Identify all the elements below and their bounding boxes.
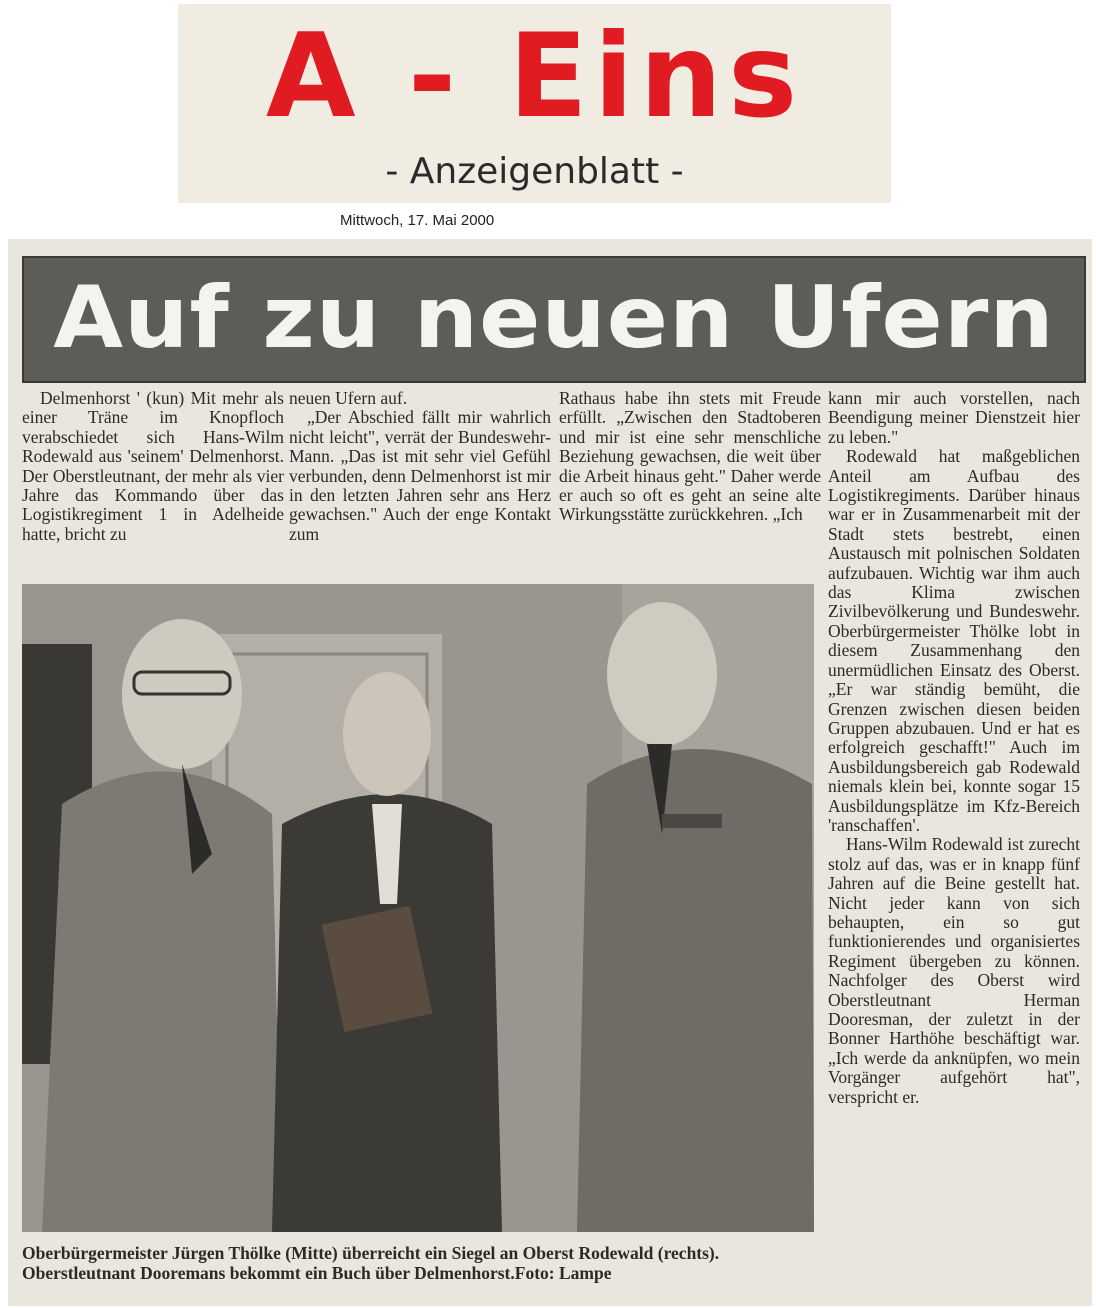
- article-photo: [22, 584, 814, 1232]
- photo-caption: Oberbürgermeister Jürgen Thölke (Mitte) überreicht ein Siegel an Oberst Rodewald (rechts). Oberstleutnant Dooremans bekommt ein Buch über Delmenhorst.Foto: Lampe: [22, 1243, 720, 1283]
- paragraph: „Der Abschied fällt mir wahrlich nicht leicht", verrät der Bundeswehr-Mann. „Das ist mit sehr viel Gefühl verbunden, denn Delmenhorst ist mir in den letzten Jahren sehr ans Herz gewachsen." Auch der enge Kontakt zum: [289, 407, 551, 544]
- paragraph: Rodewald hat maßgeblichen Anteil am Aufbau des Logistikregiments. Darüber hinaus war er in Zusammenarbeit mit der Stadt stets bestrebt, einen Austausch mit polnischen Soldaten aufzubauen. Wichtig war ihm auch das Klima zwischen Zivilbevölkerung und Bundeswehr. Oberbürgermeister Thölke lobt in diesem Zusammenhang den unermüdlichen Einsatz des Oberst. „Er war ständig bemüht, die Grenzen zwischen diesen beiden Gruppen abzubauen. Und er hat es erfolgreich geschafft!" Auch im Ausbildungsbereich gab Rodewald niemals klein bei, konnte sogar 15 Ausbildungsplätze im Kfz-Bereich 'ranschaffen'.: [828, 446, 1080, 835]
- paragraph: Hans-Wilm Rodewald ist zurecht stolz auf das, was er in knapp fünf Jahren auf die Beine gestellt hat. Nicht jeder kann von sich behaupten, ein so gut funktionierendes und organisiertes Regiment übergeben zu können. Nachfolger des Oberst wird Oberstleutnant Herman Dooresman, der zuletzt in der Bonner Harthöhe beschäftigt war. „Ich werde da anknüpfen, wo mein Vorgänger aufgehört hat", verspricht er.: [828, 834, 1080, 1107]
- article-headline: Auf zu neuen Ufern: [53, 268, 1055, 368]
- photo-illustration: [22, 584, 814, 1232]
- issue-date: Mittwoch, 17. Mai 2000: [340, 212, 495, 229]
- article-column-1: [22, 389, 284, 544]
- masthead-subtitle: - Anzeigenblatt -: [385, 151, 684, 192]
- article-column-3: [559, 389, 821, 525]
- headline-bar: [22, 256, 1086, 383]
- masthead: [178, 4, 891, 203]
- paragraph: kann mir auch vorstellen, nach Beendigung meiner Dienstzeit hier zu leben.": [828, 389, 1080, 447]
- newspaper-clipping: [8, 239, 1092, 1306]
- article-column-2: [289, 389, 551, 544]
- article-column-4: [828, 389, 1080, 1307]
- paragraph: Rathaus habe ihn stets mit Freude erfüllt. „Zwischen den Stadtoberen und mir ist eine sehr menschliche Beziehung gewachsen, die weit über die Arbeit hinaus geht." Daher werde er auch so oft es geht an seine alte Wirkungsstätte zurückkehren. „Ich: [559, 388, 821, 525]
- paragraph: neuen Ufern auf.: [289, 388, 408, 408]
- paragraph: Delmenhorst ' (kun) Mit mehr als einer Träne im Knopfloch verabschiedet sich Hans-Wilm Rodewald aus 'seinem' Delmenhorst. Der Oberstleutnant, der mehr als vier Jahre das Kommando über das Logistikregiment 1 in Adelheide hatte, bricht zu: [22, 388, 284, 544]
- masthead-title: A - Eins: [265, 9, 804, 144]
